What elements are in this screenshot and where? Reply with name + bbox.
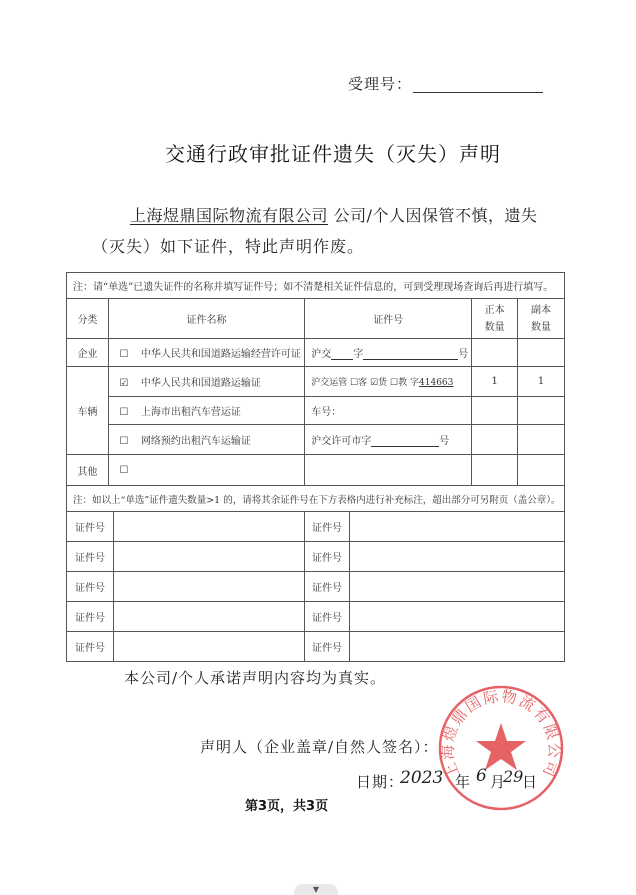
cert-no-field[interactable] bbox=[113, 542, 304, 572]
cert-no-field[interactable] bbox=[113, 632, 304, 662]
table-row bbox=[67, 632, 565, 662]
date-year-unit: 年 bbox=[455, 773, 471, 791]
checkbox-checked-icon[interactable]: ☑ bbox=[119, 378, 129, 389]
table-row bbox=[67, 542, 565, 572]
cert-no-field[interactable] bbox=[350, 512, 565, 542]
cert-no-field[interactable] bbox=[113, 572, 304, 602]
category-vehicle: 车辆 bbox=[67, 367, 109, 455]
cert-name-cell bbox=[108, 425, 304, 455]
cert-no-field[interactable]: 沪交 字 号 bbox=[305, 339, 472, 367]
date-month: 6 bbox=[476, 766, 487, 786]
cert-no-label: 证件号 bbox=[67, 512, 114, 542]
cert-no-field[interactable] bbox=[113, 602, 304, 632]
star-icon bbox=[476, 723, 526, 770]
acceptance-number-label: 受理号： bbox=[348, 75, 413, 93]
copy-qty-field[interactable] bbox=[518, 425, 565, 455]
lost-certificate-table bbox=[66, 272, 565, 512]
cert-no-label: 证件号 bbox=[67, 602, 114, 632]
table-row bbox=[67, 339, 565, 367]
copy-qty-field[interactable]: 1 bbox=[518, 367, 565, 397]
supplement-note: 注：如以上“单选”证件遗失数量>1 的，请将其余证件号在下方表格内进行补充标注，超出部分可另附页（盖公章）。 bbox=[67, 486, 565, 512]
checkbox-icon[interactable]: ☐ bbox=[390, 378, 399, 388]
original-qty-field[interactable] bbox=[472, 455, 518, 486]
scroll-down-button[interactable] bbox=[294, 884, 338, 895]
cert-no-field[interactable] bbox=[113, 512, 304, 542]
truth-promise: 本公司/个人承诺声明内容均为真实。 bbox=[124, 669, 387, 687]
cert-name: 网络预约出租汽车运输证 bbox=[140, 436, 251, 447]
category-enterprise: 企业 bbox=[67, 339, 109, 367]
cert-no-label: 证件号 bbox=[304, 602, 350, 632]
date-month-unit: 月 bbox=[490, 773, 506, 791]
page-number: 第3页，共3页 bbox=[245, 799, 329, 814]
cert-name: 上海市出租汽车营运证 bbox=[140, 407, 241, 418]
copy-qty-field[interactable] bbox=[518, 339, 565, 367]
date-day: 29 bbox=[503, 767, 524, 786]
table-row bbox=[67, 512, 565, 542]
date-year: 2023 bbox=[400, 768, 444, 788]
table-note: 注：请“单选”已遗失证件的名称并填写证件号；如不清楚相关证件信息的，可到受理现场查询后再进行填写。 bbox=[67, 273, 565, 299]
cert-no-label: 证件号 bbox=[304, 572, 350, 602]
checkbox-icon[interactable]: ☐ bbox=[119, 349, 129, 360]
cert-no-field[interactable]: 沪交许可市字 号 bbox=[305, 425, 472, 455]
company-seal-stamp bbox=[436, 683, 566, 813]
date-day-unit: 日 bbox=[522, 773, 538, 791]
header-original-qty: 正本数量 bbox=[472, 299, 518, 339]
checkbox-icon[interactable]: ☐ bbox=[119, 436, 129, 447]
cert-name-cell bbox=[108, 339, 304, 367]
table-row bbox=[67, 602, 565, 632]
cert-no-label: 证件号 bbox=[67, 632, 114, 662]
cert-no-label: 证件号 bbox=[67, 542, 114, 572]
cert-no-value: 414663 bbox=[419, 378, 454, 388]
checkbox-icon[interactable]: ☐ bbox=[119, 464, 129, 476]
cert-no-field[interactable] bbox=[305, 455, 472, 486]
table-row bbox=[67, 367, 565, 397]
declarant-label: 声明人（企业盖章/自然人签名）： bbox=[200, 738, 439, 756]
checkbox-icon[interactable]: ☐ bbox=[119, 407, 129, 418]
table-row bbox=[67, 397, 565, 425]
copy-qty-field[interactable] bbox=[518, 455, 565, 486]
statement-line-2: （灭失）如下证件，特此声明作废。 bbox=[92, 237, 365, 256]
cert-no-field[interactable] bbox=[350, 542, 565, 572]
header-cert-name: 证件名称 bbox=[108, 299, 304, 339]
original-qty-field[interactable]: 1 bbox=[472, 367, 518, 397]
header-copy-qty: 副本数量 bbox=[518, 299, 565, 339]
company-name: 上海煜鼎国际物流有限公司 bbox=[130, 206, 329, 225]
cert-name-cell bbox=[108, 455, 304, 486]
table-row bbox=[67, 425, 565, 455]
category-other: 其他 bbox=[67, 455, 109, 486]
cert-name-cell bbox=[108, 397, 304, 425]
cert-no-field[interactable]: 车号： bbox=[305, 397, 472, 425]
original-qty-field[interactable] bbox=[472, 397, 518, 425]
cert-name-cell bbox=[108, 367, 304, 397]
checkbox-checked-icon[interactable]: ☑ bbox=[370, 378, 379, 388]
copy-qty-field[interactable] bbox=[518, 397, 565, 425]
cert-no-field[interactable] bbox=[350, 572, 565, 602]
document-title: 交通行政审批证件遗失（灭失）声明 bbox=[165, 142, 501, 166]
chevron-down-icon: ▼ bbox=[312, 885, 320, 894]
cert-name: 中华人民共和国道路运输证 bbox=[140, 378, 261, 389]
header-category: 分类 bbox=[67, 299, 109, 339]
table-row bbox=[67, 455, 565, 486]
acceptance-number-field[interactable] bbox=[413, 92, 543, 93]
cert-name: 中华人民共和国道路运输经营许可证 bbox=[140, 349, 301, 360]
original-qty-field[interactable] bbox=[472, 339, 518, 367]
supplement-table bbox=[66, 511, 565, 662]
cert-no-field[interactable]: 沪交运管 ☐客 ☑货 ☐教 字414663 bbox=[305, 367, 472, 397]
cert-no-label: 证件号 bbox=[304, 512, 350, 542]
header-cert-no: 证件号 bbox=[305, 299, 472, 339]
date-label: 日期： bbox=[356, 773, 405, 791]
cert-no-field[interactable] bbox=[350, 602, 565, 632]
svg-text:上海煜鼎国际物流有限公司: 上海煜鼎国际物流有限公司 bbox=[438, 687, 564, 781]
original-qty-field[interactable] bbox=[472, 425, 518, 455]
cert-no-label: 证件号 bbox=[67, 572, 114, 602]
cert-no-label: 证件号 bbox=[304, 542, 350, 572]
statement-text-1: 公司/个人因保管不慎，遗失 bbox=[333, 206, 538, 225]
cert-no-field[interactable] bbox=[350, 632, 565, 662]
checkbox-icon[interactable]: ☐ bbox=[350, 378, 359, 388]
cert-no-label: 证件号 bbox=[304, 632, 350, 662]
table-row bbox=[67, 572, 565, 602]
statement-line-1 bbox=[130, 203, 538, 226]
